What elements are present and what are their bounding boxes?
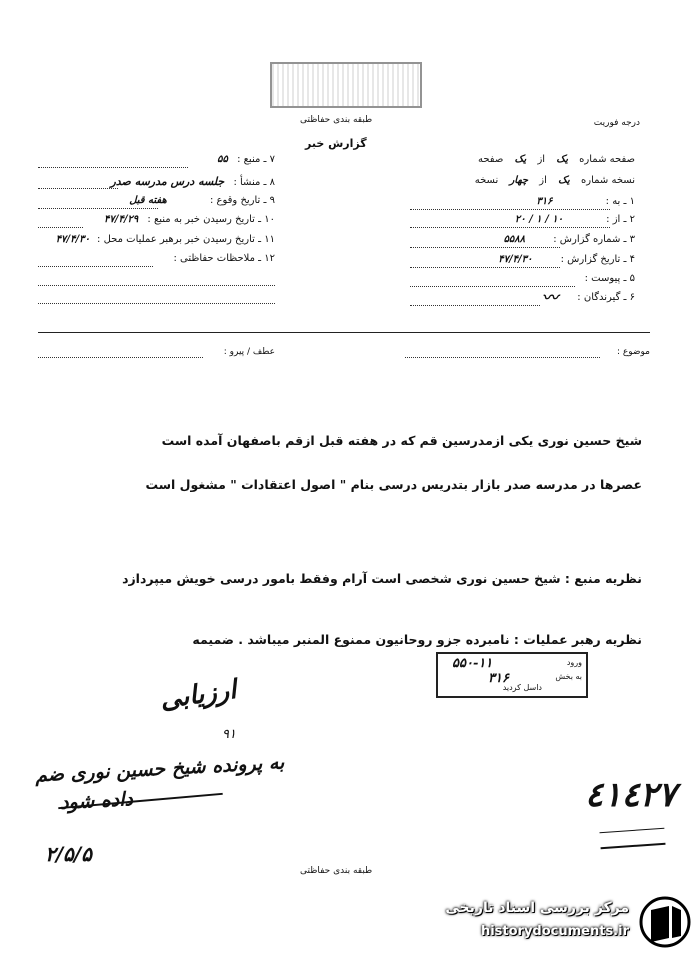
dots-to: [410, 209, 610, 210]
watermark-url: historydocuments.ir: [480, 924, 629, 939]
reference-label: عطف / پیرو :: [223, 347, 275, 357]
registration-stamp: [436, 652, 588, 698]
field-security-notes: ۱۲ ـ ملاحظات حفاظتی :: [173, 253, 275, 264]
dots-report-number: [410, 247, 560, 248]
priority-label: درجه فوریت: [593, 118, 640, 128]
dots-report-date: [410, 267, 560, 268]
dots-blank-2: [38, 303, 275, 304]
page-title: گزارش خبر: [305, 137, 367, 150]
dots-news-to-source: [38, 227, 83, 228]
watermark-logo-icon: [639, 896, 691, 948]
dots-blank-1: [38, 285, 275, 286]
source-opinion: نظریه منبع : شیخ حسین نوری شخصی است آرام وفقط بامور درسی خویش میپردازد: [122, 571, 642, 586]
subject-label: موضوع :: [616, 347, 650, 357]
field-source: ۷ ـ منبع : ۵۵: [217, 154, 275, 165]
stamp-entry-label: ورود: [566, 658, 582, 667]
field-report-number: ۳ ـ شماره گزارش : ۵۵۸۸: [503, 234, 635, 245]
dots-occurrence-date: [38, 208, 158, 209]
field-from: ۲ ـ از : ۱۰ / ۱ / ۲۰: [514, 214, 635, 225]
field-occurrence-date: ۹ ـ تاریخ وقوع : هفته قبل: [129, 195, 275, 206]
signature: ارزیابی: [158, 674, 239, 716]
leader-opinion: نظریه رهبر عملیات : نامبرده جزو روحانیون ممنوع المنبر میباشد . ضمیمه: [192, 632, 642, 647]
dots-from: [410, 227, 610, 228]
dots-recipients: [410, 305, 540, 306]
field-origin: ۸ ـ منشأ : جلسه درس مدرسه صدر: [110, 175, 275, 188]
handwritten-note-2: داده شود: [59, 788, 134, 814]
body-line-1: شیخ حسین نوری یکی ازمدرسین قم که در هفته قبل ازقم باصفهان آمده است: [161, 433, 642, 448]
dots-source: [38, 167, 188, 168]
strikethrough-mark: [599, 828, 665, 849]
field-to: ۱ ـ به : ۳۱۶: [536, 196, 635, 207]
divider: [38, 332, 650, 333]
field-news-to-leader: ۱۱ ـ تاریخ رسیدن خبر برهبر عملیات محل : ۴۷/۴/۳۰: [55, 234, 275, 245]
stamp-dept-number: ۳۱۶: [488, 671, 509, 686]
signature-number: ۹۱: [222, 727, 236, 742]
big-file-number: ٤١٤٢٧: [585, 775, 677, 815]
field-copy-number: نسخه شماره یک از چهار نسخه: [474, 175, 635, 186]
watermark-title: مرکز بررسی اسناد تاریخی: [445, 900, 629, 916]
recipients-scribble: 〰: [542, 288, 559, 307]
field-report-date: ۴ ـ تاریخ گزارش : ۴۷/۴/۳۰: [498, 254, 635, 265]
stamp-sub: داسل کردید: [502, 683, 542, 692]
stamp-dept-label: به بخش: [555, 672, 582, 681]
dots-origin: [38, 188, 118, 189]
dots-security-notes: [38, 266, 153, 267]
dots-reference: [38, 357, 203, 358]
top-stamp: [270, 62, 422, 108]
body-line-2: عصرها در مدرسه صدر بازار بتدریس درسی بنام " اصول اعتقادات " مشغول است: [145, 477, 642, 492]
watermark: [410, 890, 695, 952]
field-news-to-source: ۱۰ ـ تاریخ رسیدن خبر به منبع : ۴۷/۴/۲۹: [104, 214, 275, 225]
field-recipients: ۶ ـ گیرندگان :: [577, 292, 635, 303]
stamp-number: ۵۵۰-۱۱: [452, 656, 493, 671]
handwritten-note-1: به پرونده شیخ حسین نوری ضم: [34, 751, 285, 787]
dots-subject: [405, 357, 600, 358]
field-attachment: ۵ ـ پیوست :: [584, 273, 635, 284]
handwritten-date: ۲/۵/۵: [45, 842, 92, 866]
classification-bottom: طبقه بندی حفاظتی: [300, 866, 373, 876]
classification-top: طبقه بندی حفاظتی: [300, 115, 373, 125]
field-page-number: صفحه شماره یک از یک صفحه: [477, 154, 635, 165]
